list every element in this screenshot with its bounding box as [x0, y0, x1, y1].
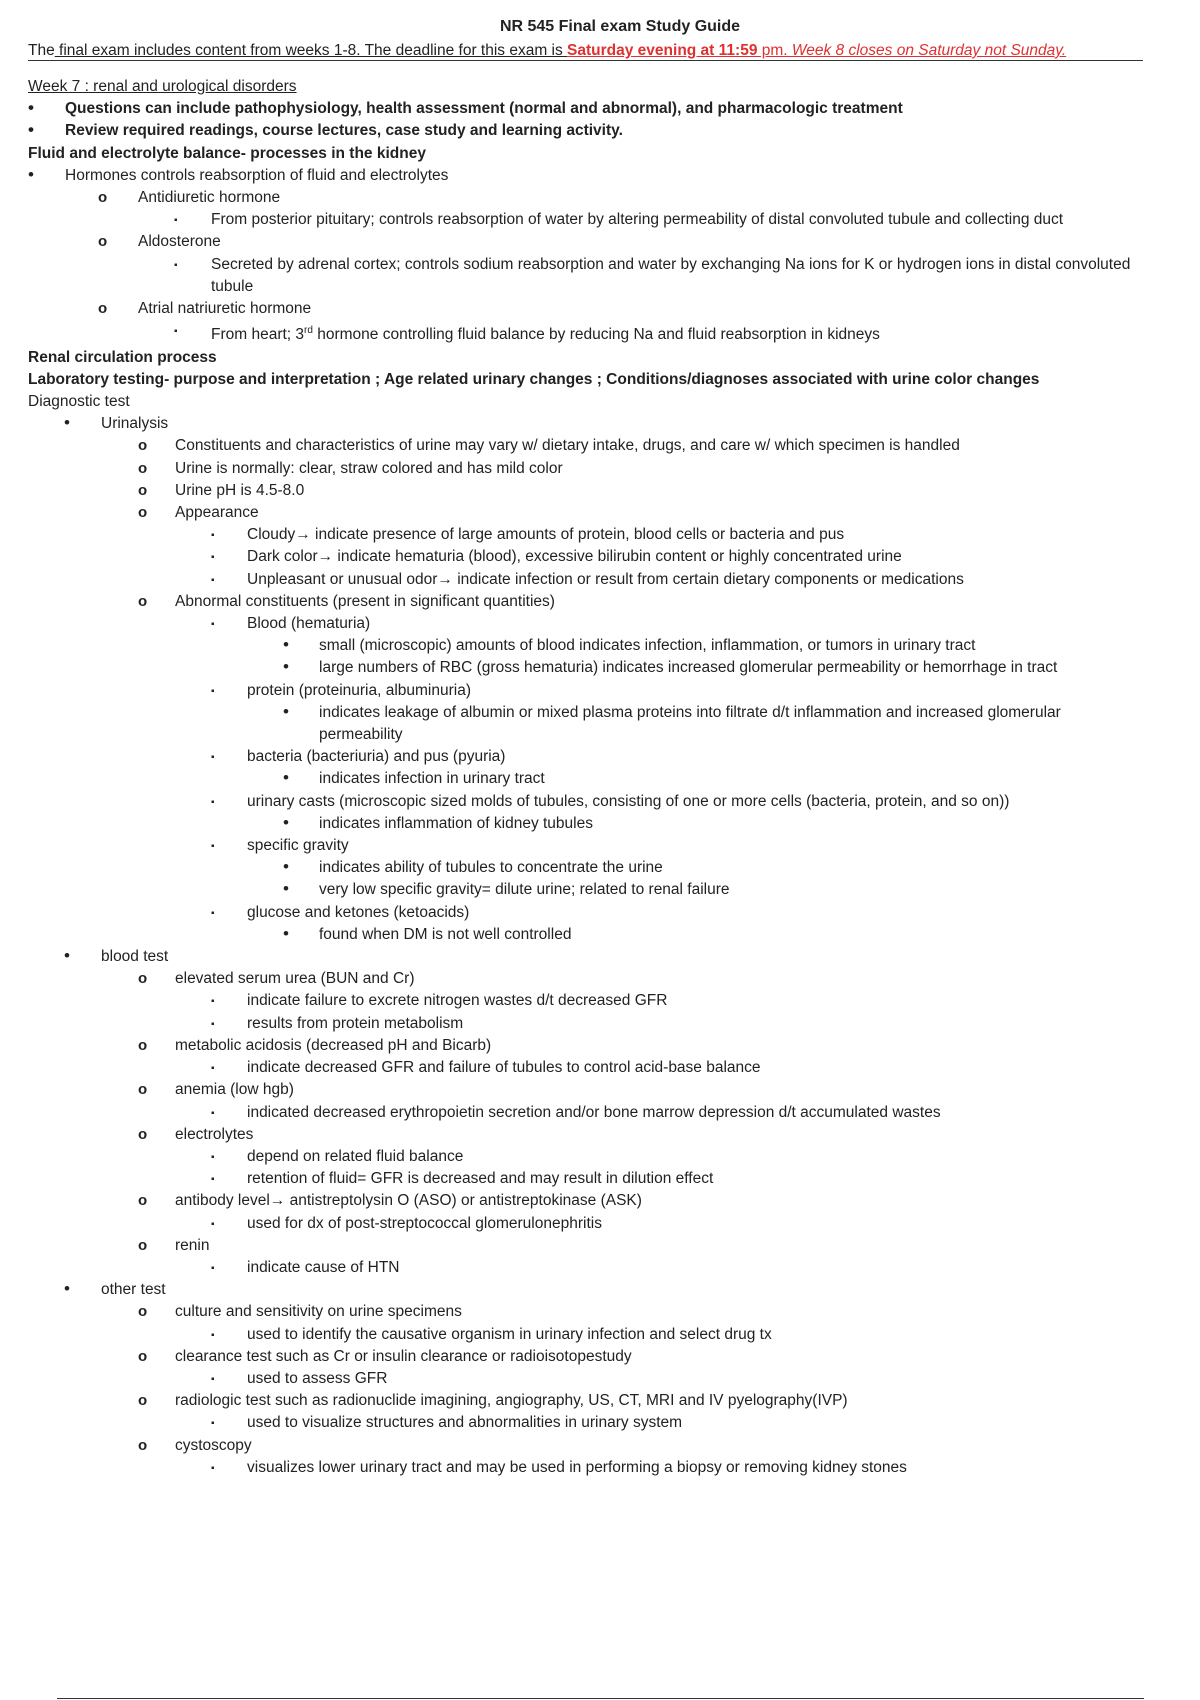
focus-item: • Questions can include pathophysiology, health assessment (normal and abnormal), and pharmacologic treatment — [28, 98, 1193, 120]
clearance-item: o clearance test such as Cr or insulin clearance or radioisotopestudy — [28, 1346, 1193, 1368]
culture-detail: ▪ used to identify the causative organism in urinary infection and select drug tx — [28, 1324, 1193, 1346]
intro-line — [28, 41, 1143, 61]
renal-circ-heading: Renal circulation process — [28, 348, 217, 366]
fluid-bullet: • Hormones controls reabsorption of fluid and electrolytes — [28, 165, 1193, 187]
urinalysis-subitem: o Constituents and characteristics of urine may vary w/ dietary intake, drugs, and care w/ which specimen is handled — [28, 435, 1193, 457]
sg-detail: • indicates ability of tubules to concentrate the urine — [28, 857, 1193, 879]
document-body — [28, 76, 1193, 1479]
o-marker: o — [98, 233, 108, 251]
anemia-item: o anemia (low hgb) — [28, 1079, 1193, 1101]
urinalysis-subitem: o Urine pH is 4.5-8.0 — [28, 480, 1193, 502]
electrolytes-detail: ▪ retention of fluid= GFR is decreased and may result in dilution effect — [28, 1168, 1193, 1190]
glucose-detail: • found when DM is not well controlled — [28, 924, 1193, 946]
square-marker: ▪ — [211, 996, 215, 1008]
bullet-marker: • — [283, 812, 289, 832]
bullet-marker: • — [283, 657, 289, 677]
bullet-marker: • — [283, 635, 289, 655]
o-marker: o — [138, 437, 148, 455]
o-marker: o — [138, 1081, 148, 1099]
sg-detail: • very low specific gravity= dilute urine; related to renal failure — [28, 879, 1193, 901]
radiologic-detail: ▪ used to visualize structures and abnormalities in urinary system — [28, 1412, 1193, 1434]
bacteria-item: ▪ bacteria (bacteriuria) and pus (pyuria) — [28, 746, 1193, 768]
bullet-marker: • — [283, 768, 289, 788]
bullet-marker: • — [28, 98, 34, 118]
o-marker: o — [138, 1392, 148, 1410]
abnormal-item: o Abnormal constituents (present in significant quantities) — [28, 591, 1193, 613]
protein-detail-cont: permeability — [319, 726, 403, 744]
acidosis-detail: ▪ indicate decreased GFR and failure of tubules to control acid-base balance — [28, 1057, 1193, 1079]
antibody-detail: ▪ used for dx of post-streptococcal glomerulonephritis — [28, 1213, 1193, 1235]
casts-item: ▪ urinary casts (microscopic sized molds of tubules, consisting of one or more cells (bacteria, protein, and so on)) — [28, 791, 1193, 813]
appearance-detail: ▪ Cloudy→ indicate presence of large amounts of protein, blood cells or bacteria and pus — [28, 524, 1193, 546]
o-marker: o — [138, 1347, 148, 1365]
acidosis-item: o metabolic acidosis (decreased pH and Bicarb) — [28, 1035, 1193, 1057]
protein-detail: • indicates leakage of albumin or mixed plasma proteins into filtrate d/t inflammation and increased glomerular — [28, 702, 1193, 724]
bullet-marker: • — [283, 923, 289, 943]
casts-detail: • indicates inflammation of kidney tubules — [28, 813, 1193, 835]
urea-item: o elevated serum urea (BUN and Cr) — [28, 968, 1193, 990]
square-marker: ▪ — [211, 1107, 215, 1119]
appearance-detail: ▪ Dark color→ indicate hematuria (blood), excessive bilirubin content or highly concentrated urine — [28, 546, 1193, 568]
intro-deadline: Saturday evening at 11:59 — [567, 42, 758, 59]
bacteria-detail: • indicates infection in urinary tract — [28, 768, 1193, 790]
o-marker: o — [138, 504, 148, 522]
bullet-marker: • — [64, 1279, 70, 1299]
anemia-detail: ▪ indicated decreased erythropoietin secretion and/or bone marrow depression d/t accumulated wastes — [28, 1102, 1193, 1124]
urea-detail: ▪ results from protein metabolism — [28, 1013, 1193, 1035]
square-marker: ▪ — [211, 907, 215, 919]
diag-heading: Diagnostic test — [28, 393, 130, 410]
o-marker: o — [138, 970, 148, 988]
square-marker: ▪ — [211, 530, 215, 542]
lab-heading: Laboratory testing- purpose and interpretation ; Age related urinary changes ; Conditions/diagnoses associated with urine color changes — [28, 370, 1040, 388]
square-marker: ▪ — [211, 1418, 215, 1430]
square-marker: ▪ — [174, 259, 178, 271]
bullet-marker: • — [283, 879, 289, 899]
footer-rule — [57, 1698, 1144, 1699]
o-marker: o — [98, 300, 108, 318]
square-marker: ▪ — [211, 1462, 215, 1474]
square-marker: ▪ — [211, 1063, 215, 1075]
o-marker: o — [138, 459, 148, 477]
anh-item: o Atrial natriuretic hormone — [28, 298, 1193, 320]
electrolytes-detail: ▪ depend on related fluid balance — [28, 1146, 1193, 1168]
bullet-marker: • — [283, 857, 289, 877]
square-marker: ▪ — [211, 1262, 215, 1274]
blood-test-item: • blood test — [28, 946, 1193, 968]
intro-part1: The — [28, 42, 55, 59]
square-marker: ▪ — [211, 752, 215, 764]
blood-detail: • small (microscopic) amounts of blood indicates infection, inflammation, or tumors in urinary tract — [28, 635, 1193, 657]
blood-detail: • large numbers of RBC (gross hematuria) indicates increased glomerular permeability or hemorrhage in tract — [28, 657, 1193, 679]
cystoscopy-detail: ▪ visualizes lower urinary tract and may be used in performing a biopsy or removing kidney stones — [28, 1457, 1193, 1479]
anh-detail: ▪ From heart; 3rd hormone controlling fluid balance by reducing Na and fluid reabsorption in kidneys — [28, 320, 1193, 346]
o-marker: o — [138, 1192, 148, 1210]
urinalysis-subitem: o Appearance — [28, 502, 1193, 524]
square-marker: ▪ — [211, 1018, 215, 1030]
square-marker: ▪ — [211, 619, 215, 631]
intro-part2: final exam includes content from weeks 1-8. The deadline for this exam is — [54, 42, 568, 59]
fluid-heading: Fluid and electrolyte balance- processes in the kidney — [28, 144, 426, 162]
bullet-marker: • — [283, 701, 289, 721]
appearance-detail: ▪ Unpleasant or unusual odor→ indicate infection or result from certain dietary components or medications — [28, 569, 1193, 591]
aldo-detail: ▪ Secreted by adrenal cortex; controls sodium reabsorption and water by exchanging Na ions for K or hydrogen ions in distal convoluted — [28, 254, 1193, 276]
square-marker: ▪ — [211, 796, 215, 808]
glucose-item: ▪ glucose and ketones (ketoacids) — [28, 902, 1193, 924]
o-marker: o — [98, 189, 108, 207]
bullet-marker: • — [64, 946, 70, 966]
sg-item: ▪ specific gravity — [28, 835, 1193, 857]
bullet-marker: • — [28, 164, 34, 184]
square-marker: ▪ — [174, 326, 178, 338]
urinalysis-item: • Urinalysis — [28, 413, 1193, 435]
cystoscopy-item: o cystoscopy — [28, 1435, 1193, 1457]
renin-item: o renin — [28, 1235, 1193, 1257]
o-marker: o — [138, 1436, 148, 1454]
o-marker: o — [138, 481, 148, 499]
urea-detail: ▪ indicate failure to excrete nitrogen wastes d/t decreased GFR — [28, 990, 1193, 1012]
square-marker: ▪ — [211, 1373, 215, 1385]
bullet-marker: • — [64, 413, 70, 433]
electrolytes-item: o electrolytes — [28, 1124, 1193, 1146]
other-test-item: • other test — [28, 1279, 1193, 1301]
focus-item: • Review required readings, course lectures, case study and learning activity. — [28, 120, 1193, 142]
protein-item: ▪ protein (proteinuria, albuminuria) — [28, 680, 1193, 702]
square-marker: ▪ — [174, 215, 178, 227]
bullet-marker: • — [28, 120, 34, 140]
o-marker: o — [138, 1125, 148, 1143]
document-title: NR 545 Final exam Study Guide — [499, 18, 741, 35]
culture-item: o culture and sensitivity on urine specimens — [28, 1301, 1193, 1323]
week-heading: Week 7 : renal and urological disorders — [28, 78, 297, 95]
renin-detail: ▪ indicate cause of HTN — [28, 1257, 1193, 1279]
antibody-item: o antibody level→ antistreptolysin O (ASO) or antistreptokinase (ASK) — [28, 1190, 1193, 1212]
adh-item: o Antidiuretic hormone — [28, 187, 1193, 209]
square-marker: ▪ — [211, 1329, 215, 1341]
aldo-item: o Aldosterone — [28, 231, 1193, 253]
adh-detail: ▪ From posterior pituitary; controls reabsorption of water by altering permeability of distal convoluted tubule and collecting duct — [28, 209, 1193, 231]
urinalysis-subitem: o Urine is normally: clear, straw colored and has mild color — [28, 458, 1193, 480]
square-marker: ▪ — [211, 841, 215, 853]
o-marker: o — [138, 592, 148, 610]
blood-item: ▪ Blood (hematuria) — [28, 613, 1193, 635]
square-marker: ▪ — [211, 1151, 215, 1163]
radiologic-item: o radiologic test such as radionuclide imagining, angiography, US, CT, MRI and IV pyelography(IVP) — [28, 1390, 1193, 1412]
intro-note: Week 8 closes on Saturday not Sunday. — [787, 42, 1067, 59]
o-marker: o — [138, 1303, 148, 1321]
o-marker: o — [138, 1036, 148, 1054]
clearance-detail: ▪ used to assess GFR — [28, 1368, 1193, 1390]
square-marker: ▪ — [211, 552, 215, 564]
square-marker: ▪ — [211, 1218, 215, 1230]
o-marker: o — [138, 1236, 148, 1254]
aldo-detail-cont: tubule — [211, 277, 254, 295]
square-marker: ▪ — [211, 574, 215, 586]
square-marker: ▪ — [211, 685, 215, 697]
square-marker: ▪ — [211, 1174, 215, 1186]
intro-deadline-rest: pm. — [757, 42, 788, 59]
